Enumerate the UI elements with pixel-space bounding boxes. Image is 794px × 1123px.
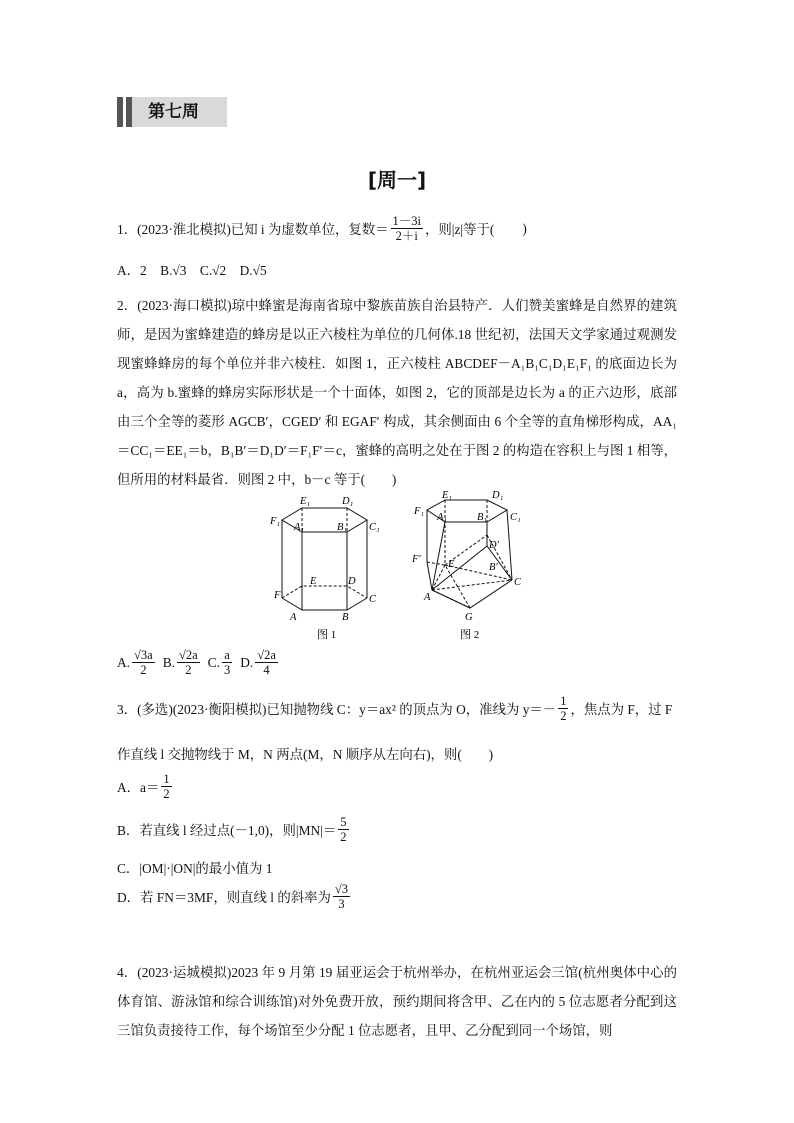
fig2-label-bp: B′	[489, 562, 498, 573]
prism-figures	[262, 490, 532, 640]
q3-optd-num: √3	[334, 882, 349, 896]
fig1-caption: 图 1	[317, 629, 337, 640]
q1-eq: ＝	[375, 222, 389, 237]
q1-suffix: ，则|z|等于(	[425, 222, 495, 237]
q3-optb-num: 5	[340, 815, 347, 829]
fig2-label-dp: D′	[489, 540, 499, 551]
q2-option-a	[117, 648, 157, 677]
q3-optd-den: 3	[338, 897, 345, 911]
fig2-caption: 图 2	[460, 629, 480, 640]
option-letter: A.	[117, 654, 131, 670]
q1-options: A．2 B.√3 C.√2 D.√5	[117, 263, 267, 278]
fig2-label-a1: A₁	[437, 512, 448, 523]
question-3-line-1	[117, 694, 672, 723]
fig1-label-e: E	[310, 576, 317, 587]
fig1-label-e1: E₁	[300, 496, 311, 507]
fig2-label-a: A	[424, 592, 431, 603]
q3-optd-text: D．若 FN＝3MF，则直线 l 的斜率为	[117, 890, 331, 905]
q3-frac-num: 1	[560, 694, 567, 708]
q2-option-d	[240, 648, 280, 677]
fig1-label-f: F	[274, 590, 281, 601]
question-4: 4．(2023·运城模拟)2023 年 9 月第 19 届亚运会于杭州举办，在杭州亚运会三馆(杭州奥体中心的体育馆、游泳馆和综合训练馆)对外免费开放，预约期间将含甲、乙在内的 5 位志愿者分配到这三馆负责接待工作，每个场馆至少分配 1 位志愿者，且甲、乙分配到同一个场馆，则	[117, 965, 677, 1038]
option-num: √2a	[178, 648, 198, 662]
fig1-label-b: B	[342, 612, 349, 623]
fig1-label-a1: A₁	[294, 522, 305, 533]
q2-option-b	[163, 648, 202, 677]
question-2: 2．(2023·海口模拟)琼中蜂蜜是海南省琼中黎族苗族自治县特产．人们赞美蜜蜂是自然界的建筑师，是因为蜜蜂建造的蜂房是以正六棱柱为单位的几何体.18 世纪初，法国天文学家通过观测发现蜜蜂蜂房的每个单位并非六棱柱．如图 1，正六棱柱 ABCDEF－A₁B₁C₁D₁E₁F₁ 的底面边长为 a，高为 b.蜜蜂的蜂房实际形状是一个十面体，如图 2，它的顶部是边长为 a 的正六边形，底部由三个全等的菱形 AGCB′，CGED′ 和 EGAF′ 构成，其余侧面由 6 个全等的直角梯形构成，AA₁＝CC₁＝EE₁＝b，B₁B′＝D₁D′＝F₁F′＝c，蜜蜂的高明之处在于图 2 的构造在容积上与图 1 相等，但所用的材料最省．则图 2 中，b－c 等于( )	[117, 298, 677, 487]
q1-frac-den: 2＋i	[395, 229, 418, 243]
q1-prefix: 1．(2023·淮北模拟)已知 i 为虚数单位，复数	[117, 222, 376, 237]
option-num: √2a	[257, 648, 276, 662]
q3-option-a	[117, 772, 174, 801]
fig1-label-b1: B₁	[337, 522, 348, 533]
q3-option-c: C．|OM|·|ON|的最小值为 1	[117, 861, 273, 876]
option-den: 4	[263, 663, 270, 677]
q3-opta-den: 2	[163, 787, 170, 801]
option-den: 3	[223, 663, 231, 677]
option-letter: D.	[240, 654, 254, 670]
q3-opta-num: 1	[163, 772, 170, 786]
q1-close: )	[522, 220, 527, 236]
option-den: 2	[185, 663, 192, 677]
q3-option-b	[117, 815, 351, 844]
q1-fraction	[391, 214, 423, 243]
fig1-label-d: D	[348, 576, 356, 587]
option-den: 2	[140, 663, 147, 677]
fig1-label-c: C	[369, 594, 377, 605]
option-letter: C.	[207, 654, 220, 670]
question-3-line-2: 作直线 l 交抛物线于 M，N 两点(M，N 顺序从左向右)，则( )	[117, 747, 494, 762]
option-num: a	[222, 648, 232, 663]
q2-option-c	[208, 648, 235, 677]
fig1-label-d1: D₁	[342, 496, 354, 507]
question-1	[117, 214, 527, 243]
fig1-label-c1: C₁	[369, 522, 380, 533]
fig2-label-f1: F₁	[414, 506, 425, 517]
q3-opta-text: A．a＝	[117, 780, 160, 795]
q2-options	[117, 648, 286, 677]
week-title: 第七周	[132, 97, 227, 127]
option-letter: B.	[162, 654, 175, 670]
q3-frac-den: 2	[560, 709, 567, 723]
q3-optb-text: B．若直线 l 经过点(－1,0)，则|MN|＝	[117, 823, 337, 838]
fig2-label-d1: D₁	[492, 490, 504, 501]
q1-frac-num: 1－3i	[392, 214, 422, 228]
fig2-label-b1: B₁	[477, 512, 488, 523]
day-title: [周一]	[367, 168, 427, 192]
fig1-label-f1: F₁	[270, 516, 281, 527]
fig2-label-g: G	[465, 612, 473, 623]
fig2-label-e1: E₁	[442, 490, 453, 501]
figures	[262, 490, 532, 645]
fig1-label-a: A	[290, 612, 297, 623]
fig2-label-e: E	[448, 559, 455, 570]
q3-line1-a: 3．(多选)(2023·衡阳模拟)已知抛物线 C：y＝ax² 的顶点为 O，准线为 y＝－	[117, 702, 557, 717]
week-header	[117, 97, 227, 127]
q3-optb-den: 2	[340, 830, 347, 844]
fig2-label-c1: C₁	[510, 512, 521, 523]
option-num: √3a	[134, 648, 153, 662]
fig2-label-c: C	[514, 577, 522, 588]
q3-line1-b: ，焦点为 F，过 F	[570, 702, 673, 717]
q3-option-d	[117, 882, 352, 911]
fig2-label-fp: F′	[412, 554, 421, 565]
